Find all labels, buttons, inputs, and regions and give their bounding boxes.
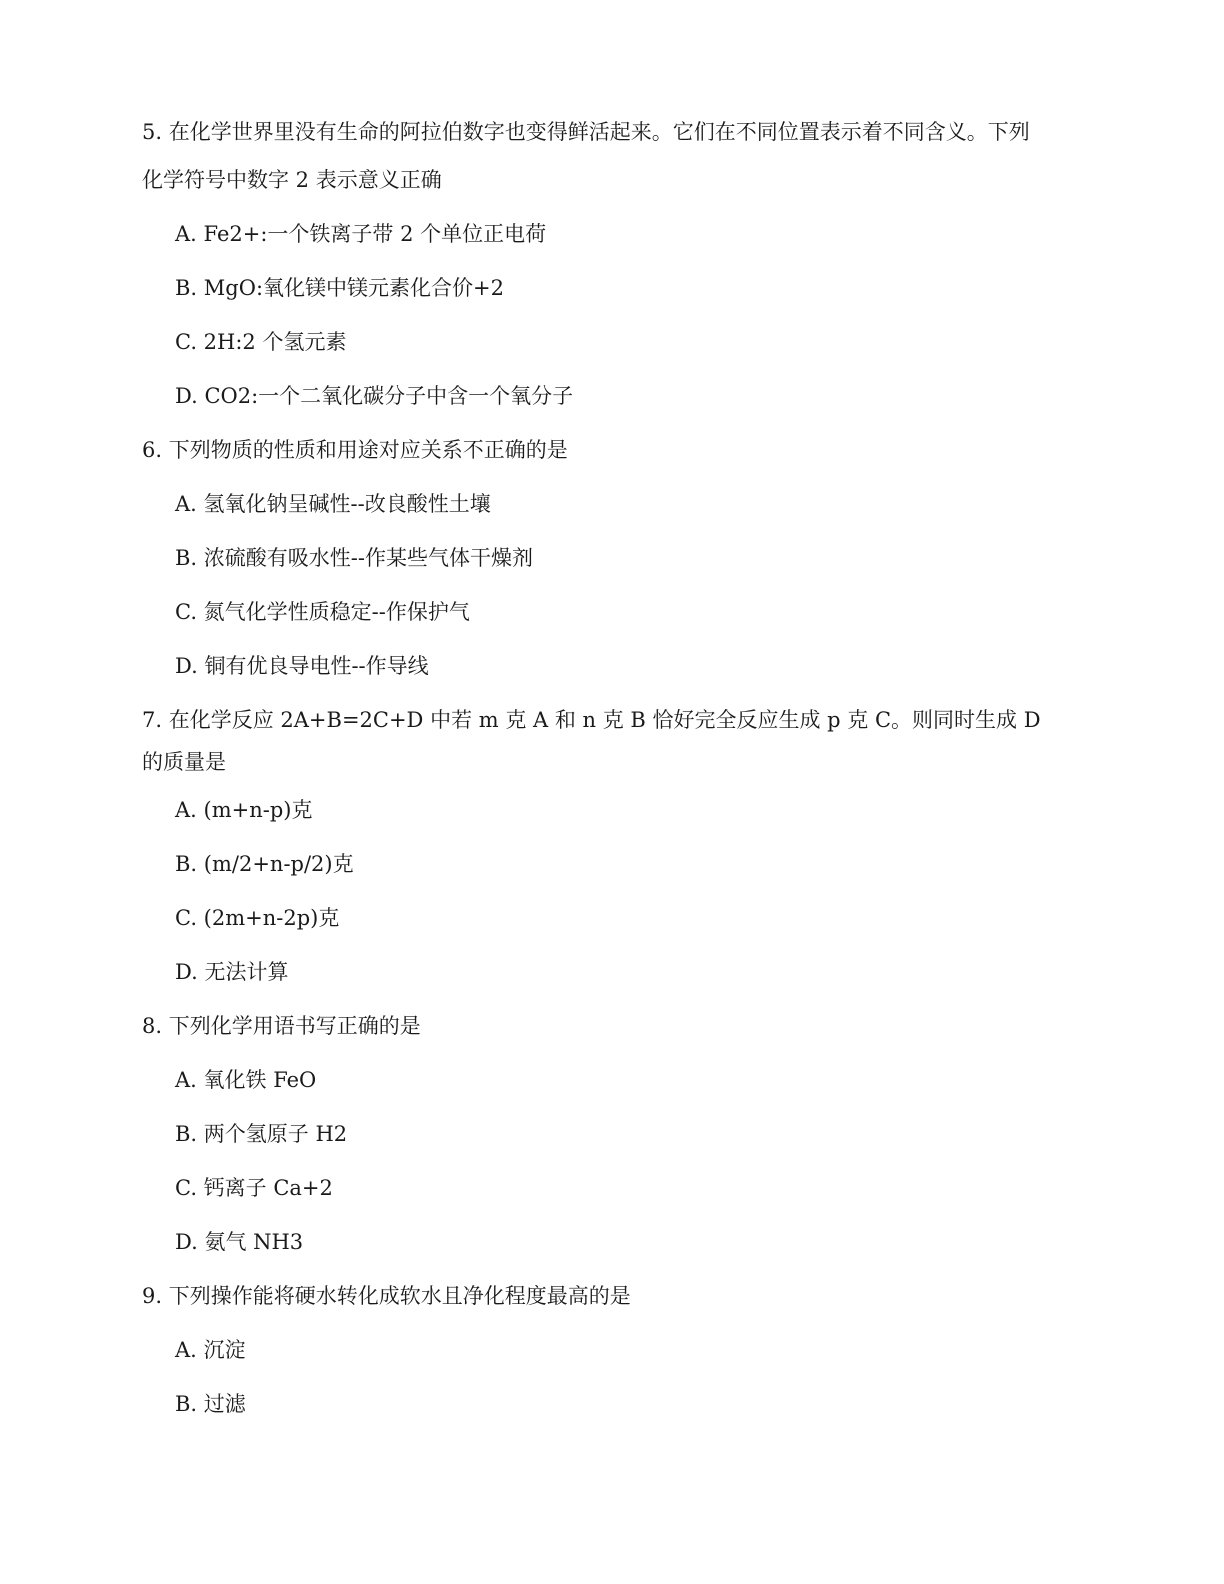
question-6-option-c: C. 氮气化学性质稳定--作保护气 <box>175 600 470 624</box>
question-5-text-line-1: 5. 在化学世界里没有生命的阿拉伯数字也变得鲜活起来。它们在不同位置表示着不同含义。下列 <box>142 120 1030 144</box>
question-9-text: 9. 下列操作能将硬水转化成软水且净化程度最高的是 <box>142 1284 631 1308</box>
question-9-option-b: B. 过滤 <box>175 1392 246 1416</box>
question-6-option-d: D. 铜有优良导电性--作导线 <box>175 654 429 678</box>
question-7-option-c: C. (2m+n-2p)克 <box>175 906 340 930</box>
question-7-text-line-2: 的质量是 <box>142 750 226 774</box>
question-9-option-a: A. 沉淀 <box>175 1338 246 1362</box>
question-5-option-d: D. CO2:一个二氧化碳分子中含一个氧分子 <box>175 384 574 408</box>
question-6-text: 6. 下列物质的性质和用途对应关系不正确的是 <box>142 438 568 462</box>
question-8-text: 8. 下列化学用语书写正确的是 <box>142 1014 421 1038</box>
question-8-option-c: C. 钙离子 Ca+2 <box>175 1176 333 1200</box>
question-5-option-c: C. 2H:2 个氢元素 <box>175 330 347 354</box>
question-8-option-b: B. 两个氢原子 H2 <box>175 1122 348 1146</box>
question-5-option-a: A. Fe2+:一个铁离子带 2 个单位正电荷 <box>175 222 547 246</box>
question-7-option-d: D. 无法计算 <box>175 960 289 984</box>
question-8-option-d: D. 氨气 NH3 <box>175 1230 304 1254</box>
question-6-option-a: A. 氢氧化钠呈碱性--改良酸性土壤 <box>175 492 491 516</box>
question-7-option-a: A. (m+n-p)克 <box>175 798 313 822</box>
question-5-option-b: B. MgO:氧化镁中镁元素化合价+2 <box>175 276 504 300</box>
question-7-option-b: B. (m/2+n-p/2)克 <box>175 852 354 876</box>
question-8-option-a: A. 氧化铁 FeO <box>175 1068 317 1092</box>
question-5-text-line-2: 化学符号中数字 2 表示意义正确 <box>142 168 442 192</box>
question-6-option-b: B. 浓硫酸有吸水性--作某些气体干燥剂 <box>175 546 533 570</box>
question-7-text-line-1: 7. 在化学反应 2A+B=2C+D 中若 m 克 A 和 n 克 B 恰好完全反应生成 p 克 C。则同时生成 D <box>142 708 1041 732</box>
